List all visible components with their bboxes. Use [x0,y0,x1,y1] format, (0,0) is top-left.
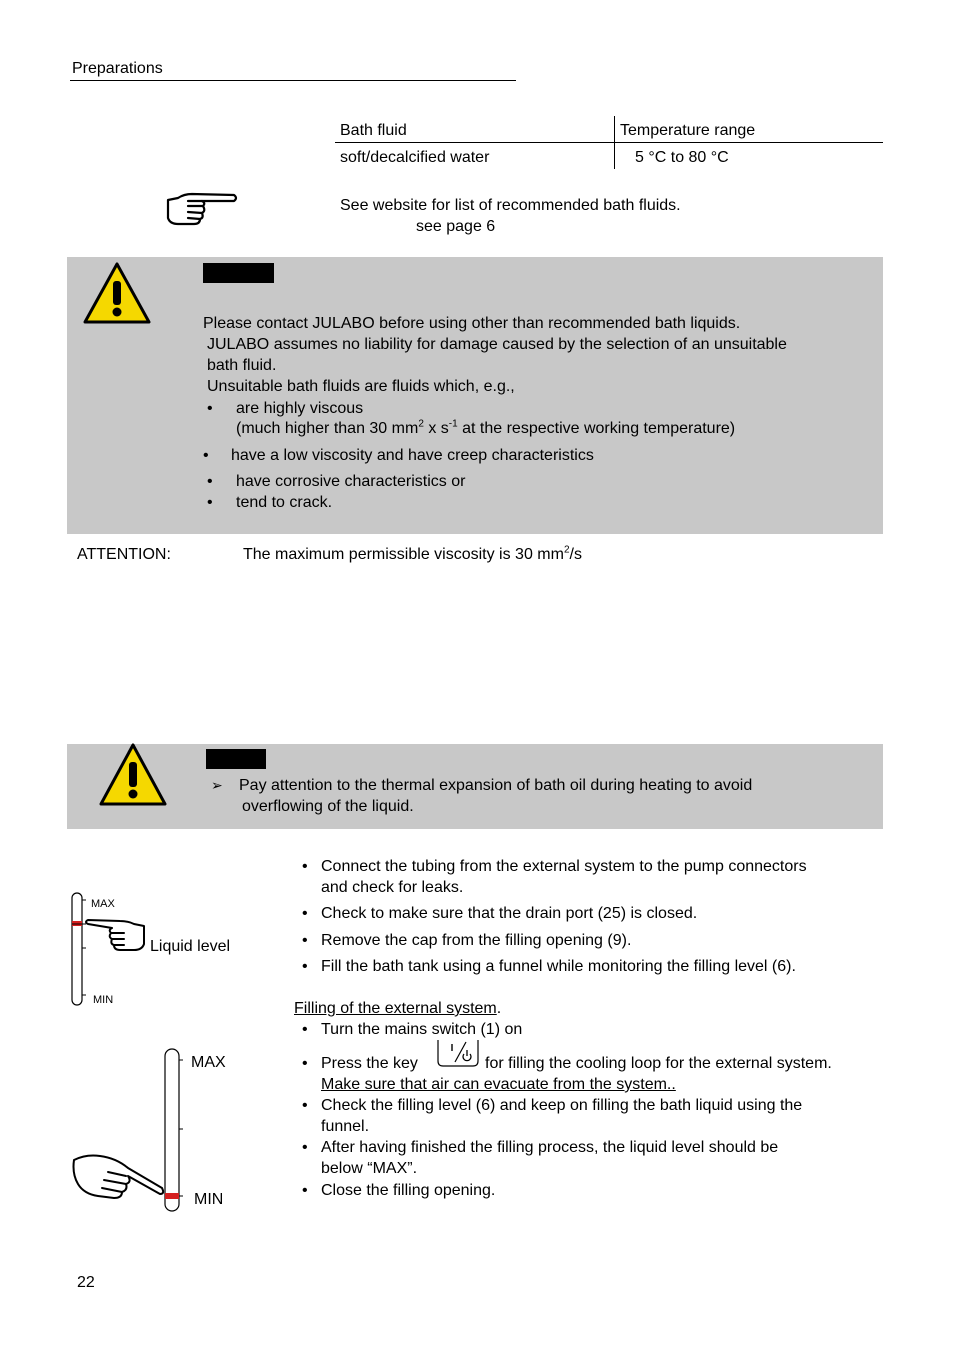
warning-viscosity-detail: (much higher than 30 $mm^2$ x $s^{-1}$ at the respective working temperature) [236,418,736,437]
warning-intro: Please contact JULABO before using other than recommended bath liquids. [203,315,741,332]
warning-triangle-icon [98,742,168,808]
step-remove-cap: Remove the cap from the filling opening (9). [321,932,632,949]
step-bullet-dot: • [302,905,308,922]
pointing-hand-icon [162,188,240,230]
step-mains-switch: Turn the mains switch (1) on [321,1021,523,1038]
gauge1-max-label: MAX [91,898,115,910]
arrow-bullet-icon: ➢ [211,777,223,793]
table-column-divider [614,116,615,169]
table-header-bath-fluid: Bath fluid [340,122,407,139]
step-bullet-dot: • [302,932,308,949]
step-connect-tubing-cont: and check for leaks. [321,879,464,896]
warning-bullet-dot: • [207,494,213,511]
step-bullet-dot: • [302,1021,308,1038]
bath-fluid-table [335,116,883,170]
step-bullet-dot: • [302,1055,308,1072]
warning-bullet-dot: • [207,473,213,490]
step-bullet-dot: • [302,858,308,875]
attention-label: ATTENTION: [77,546,171,563]
power-standby-key-icon [437,1039,479,1067]
notice-label-bar [206,749,266,769]
thermal-expansion-line2: overflowing of the liquid. [242,798,414,815]
gauge2-max-label: MAX [191,1054,226,1071]
step-press-key-purpose: for filling the cooling loop for the external system. [485,1055,832,1072]
external-system-heading: Filling of the external system. [294,1000,502,1017]
note-recommended-fluids: See website for list of recommended bath fluids. [340,197,681,214]
warning-unsuitable-intro: Unsuitable bath fluids are fluids which, e.g., [207,378,515,395]
gauge1-min-label: MIN [93,994,114,1006]
header-divider [70,80,516,81]
step-air-evacuate: Make sure that air can evacuate from the system.. [321,1076,676,1093]
warning-bullet-low-viscosity: have a low viscosity and have creep characteristics [231,447,594,464]
pointing-hand-icon [70,1150,166,1206]
notice-label-bar [203,263,274,283]
step-bullet-dot: • [302,1139,308,1156]
table-cell-fluid: soft/decalcified water [340,149,490,166]
step-press-key-label: Press the key [321,1055,418,1072]
warning-bullet-dot: • [203,447,209,464]
step-connect-tubing: Connect the tubing from the external system to the pump connectors [321,858,807,875]
step-check-level: Check the filling level (6) and keep on filling the bath liquid using the [321,1097,803,1114]
step-close-opening: Close the filling opening. [321,1182,496,1199]
table-header-rule [335,142,883,143]
warning-bullet-dot: • [207,400,213,417]
table-header-temperature-range: Temperature range [620,122,756,139]
step-finish-level: After having finished the filling process, the liquid level should be [321,1139,779,1156]
note-page-reference: see page 6 [416,218,496,235]
warning-bullet-corrosive: have corrosive characteristics or [236,473,466,490]
liquid-level-label: Liquid level [150,938,231,955]
page-number: 22 [77,1274,95,1291]
step-drain-port: Check to make sure that the drain port (25) is closed. [321,905,698,922]
section-title: Preparations [72,60,163,77]
warning-bullet-viscous: are highly viscous [236,400,364,417]
step-fill-tank: Fill the bath tank using a funnel while monitoring the filling level (6). [321,958,796,975]
step-bullet-dot: • [302,1097,308,1114]
warning-triangle-icon [82,261,152,325]
step-finish-level-cont: below “MAX”. [321,1160,418,1177]
thermal-expansion-line1: Pay attention to the thermal expansion of bath oil during heating to avoid [239,777,753,794]
warning-bullet-crack: tend to crack. [236,494,333,511]
step-bullet-dot: • [302,958,308,975]
table-cell-range: 5 °C to 80 °C [635,149,729,166]
attention-text: The maximum permissible viscosity is 30 $mm^2/s$ [243,544,582,563]
warning-liability-line1: JULABO assumes no liability for damage caused by the selection of an unsuitable [207,336,787,353]
warning-liability-line2: bath fluid. [207,357,277,374]
step-check-level-cont: funnel. [321,1118,370,1135]
gauge2-min-label: MIN [194,1191,224,1208]
pointing-hand-icon [84,916,148,956]
step-bullet-dot: • [302,1182,308,1199]
